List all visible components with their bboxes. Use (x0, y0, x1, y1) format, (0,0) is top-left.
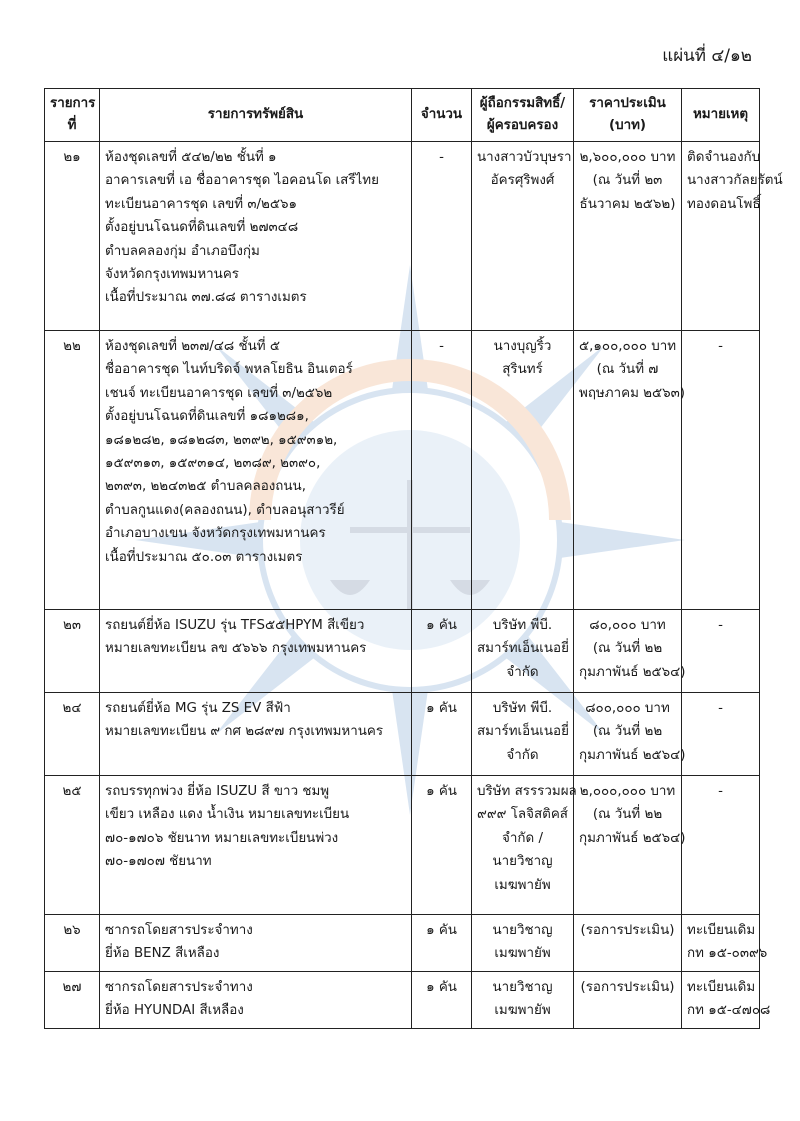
cell-owner-line: นางสาวบัวบุษรา (477, 150, 572, 165)
table-row (45, 142, 760, 331)
cell-quantity: ๑ คัน (412, 915, 472, 972)
cell-appraisal-price-line: ๒,๐๐๐,๐๐๐ บาท (579, 784, 676, 799)
cell-remarks-line: ทะเบียนเดิม (687, 980, 756, 995)
cell-owner-line: สุรินทร์ (502, 362, 543, 378)
cell-owner-line: บริษัท พีบี. (492, 618, 553, 633)
cell-asset-description-line: รถยนต์ยี่ห้อ MG รุ่น ZS EV สีฟ้า (105, 701, 291, 716)
cell-asset-description (100, 142, 412, 331)
cell-appraisal-price-line: (รอการประเมิน) (580, 980, 675, 995)
cell-asset-description-line: จังหวัดกรุงเทพมหานคร (105, 267, 239, 283)
cell-asset-description-line: ๗๐-๑๗๐๖ ชัยนาท หมายเลขทะเบียนพ่วง (105, 830, 339, 846)
cell-appraisal-price (574, 972, 682, 1029)
cell-owner (472, 915, 574, 972)
cell-remarks (682, 776, 760, 915)
cell-asset-description (100, 972, 412, 1029)
cell-remarks-line: - (718, 339, 723, 354)
cell-asset-description-line: ห้องชุดเลขที่ ๕๔๒/๒๒ ชั้นที่ ๑ (105, 150, 277, 165)
cell-asset-description-line: ซากรถโดยสารประจำทาง (105, 923, 253, 938)
cell-asset-description-line: ๑๕๙๓๑๓, ๑๕๙๓๑๔, ๒๓๘๙, ๒๓๙๐, (105, 456, 321, 472)
cell-asset-description-line: หมายเลขทะเบียน ๙ กศ ๒๘๙๗ กรุงเทพมหานคร (105, 724, 384, 740)
cell-asset-description-line: ชื่ออาคารชุด ไนท์บริดจ์ พหลโยธิน อินเตอร์ (105, 362, 353, 378)
cell-asset-description-line: หมายเลขทะเบียน ลข ๕๖๖๖ กรุงเทพมหานคร (105, 641, 367, 657)
cell-asset-description-line: ทะเบียนอาคารชุด เลขที่ ๓/๒๕๖๑ (105, 196, 298, 212)
cell-owner-line: จำกัด (506, 664, 539, 680)
cell-asset-description-line: ยี่ห้อ BENZ สีเหลือง (105, 946, 220, 962)
cell-asset-description-line: รถยนต์ยี่ห้อ ISUZU รุ่น TFS๕๕HPYM สีเขียว (105, 618, 365, 633)
cell-item-number: ๒๖ (45, 915, 100, 972)
cell-remarks-line: - (718, 618, 723, 633)
cell-item-number: ๒๒ (45, 331, 100, 610)
cell-owner (472, 972, 574, 1029)
cell-asset-description-line: ๗๐-๑๗๐๗ ชัยนาท (105, 854, 212, 870)
cell-owner (472, 331, 574, 610)
cell-appraisal-price-line: ๒,๖๐๐,๐๐๐ บาท (579, 150, 676, 165)
cell-asset-description (100, 693, 412, 776)
cell-owner (472, 610, 574, 693)
cell-item-number: ๒๕ (45, 776, 100, 915)
cell-asset-description-line: เขียว เหลือง แดง น้ำเงิน หมายเลขทะเบียน (105, 807, 350, 823)
cell-asset-description-line: ๑๘๑๒๘๒, ๑๘๑๒๘๓, ๒๓๙๒, ๑๕๙๓๑๒, (105, 432, 338, 448)
cell-remarks (682, 972, 771, 1029)
cell-appraisal-price-line: กุมภาพันธ์ ๒๕๖๔) (579, 664, 686, 680)
cell-asset-description-line: ตั้งอยู่บนโฉนดที่ดินเลขที่ ๑๘๑๒๘๑, (105, 409, 309, 425)
cell-asset-description-line: ยี่ห้อ HYUNDAI สีเหลือง (105, 1003, 244, 1019)
cell-appraisal-price-line: ๕,๑๐๐,๐๐๐ บาท (579, 339, 677, 354)
cell-asset-description-line: เนื้อที่ประมาณ ๓๗.๘๘ ตารางเมตร (105, 290, 307, 306)
cell-appraisal-price-line: พฤษภาคม ๒๕๖๓) (579, 385, 685, 401)
cell-remarks-line: นางสาวกัลยรัตน์ (687, 173, 783, 189)
cell-appraisal-price-line: ๘๐,๐๐๐ บาท (589, 618, 666, 633)
cell-appraisal-price (574, 331, 685, 610)
cell-appraisal-price (574, 610, 686, 693)
cell-asset-description-line: ห้องชุดเลขที่ ๒๓๗/๔๘ ชั้นที่ ๕ (105, 339, 280, 354)
cell-owner-line: เมฆพายัพ (494, 946, 551, 962)
cell-owner-line: อัครศุริพงศ์ (490, 173, 555, 189)
cell-asset-description-line: ซากรถโดยสารประจำทาง (105, 980, 253, 995)
cell-owner (472, 776, 577, 915)
cell-item-number: ๒๓ (45, 610, 100, 693)
cell-item-number: ๒๑ (45, 142, 100, 331)
header-remarks: หมายเหตุ (682, 89, 760, 142)
cell-appraisal-price (574, 776, 686, 915)
cell-item-number: ๒๗ (45, 972, 100, 1029)
cell-asset-description (100, 915, 412, 972)
cell-owner-line: นายวิชาญ (492, 923, 553, 938)
cell-appraisal-price (574, 142, 682, 331)
cell-owner-line: ๙๙๙ โลจิสติคส์ (477, 807, 568, 823)
cell-quantity: ๑ คัน (412, 776, 472, 915)
cell-asset-description-line: อำเภอบางเขน จังหวัดกรุงเทพมหานคร (105, 526, 326, 542)
cell-appraisal-price-line: กุมภาพันธ์ ๒๕๖๔) (579, 830, 686, 846)
cell-remarks (682, 693, 760, 776)
table-row (45, 331, 760, 610)
cell-remarks-line: - (718, 701, 723, 716)
header-quantity: จำนวน (412, 89, 472, 142)
cell-remarks (682, 331, 760, 610)
header-item-number: รายการ ที่ (45, 89, 100, 142)
cell-owner-line: เมฆพายัพ (494, 877, 551, 893)
cell-owner (472, 142, 574, 331)
cell-asset-description-line: ๒๓๙๓, ๒๒๔๓๒๕ ตำบลคลองถนน, (105, 479, 306, 495)
cell-asset-description (100, 331, 412, 610)
cell-asset-description-line: รถบรรทุกพ่วง ยี่ห้อ ISUZU สี ขาว ชมพู (105, 784, 330, 799)
cell-remarks-line: ทะเบียนเดิม (687, 923, 756, 938)
cell-owner-line: บริษัท สรรรวมผล (477, 784, 577, 799)
table-row (45, 972, 760, 1029)
cell-remarks-line: กท ๑๕-๐๓๙๖ (687, 946, 768, 962)
cell-appraisal-price (574, 915, 682, 972)
cell-item-number: ๒๔ (45, 693, 100, 776)
table-row (45, 915, 760, 972)
cell-appraisal-price-line: (ณ วันที่ ๒๒ (592, 641, 663, 657)
cell-remarks (682, 142, 783, 331)
cell-asset-description-line: ตั้งอยู่บนโฉนดที่ดินเลขที่ ๒๗๓๔๘ (105, 220, 299, 236)
page-number: แผ่นที่ ๔/๑๒ (662, 46, 752, 66)
cell-quantity: ๑ คัน (412, 972, 472, 1029)
cell-appraisal-price-line: ๘๐๐,๐๐๐ บาท (585, 701, 670, 716)
cell-remarks-line: - (718, 784, 723, 799)
table-row (45, 693, 760, 776)
cell-appraisal-price-line: (ณ วันที่ ๒๒ (592, 724, 663, 740)
cell-asset-description-line: อาคารเลขที่ เอ ชื่ออาคารชุด ไอคอนโด เสรีไทย (105, 173, 379, 189)
cell-appraisal-price-line: (ณ วันที่ ๗ (596, 362, 659, 378)
table-row (45, 776, 760, 915)
cell-asset-description-line: ตำบลกูนแดง(คลองถนน), ตำบลอนุสาวรีย์ (105, 502, 345, 518)
cell-asset-description-line: เนื้อที่ประมาณ ๕๐.๐๓ ตารางเมตร (105, 549, 303, 565)
cell-asset-description-line: เชนจ์ ทะเบียนอาคารชุด เลขที่ ๓/๒๕๖๒ (105, 385, 333, 401)
cell-owner-line: นายวิชาญ (492, 980, 553, 995)
cell-owner-line: บริษัท พีบี. (492, 701, 553, 716)
asset-table (44, 88, 783, 1029)
cell-appraisal-price-line: (รอการประเมิน) (580, 923, 675, 938)
header-asset-list: รายการทรัพย์สิน (100, 89, 412, 142)
cell-appraisal-price-line: (ณ วันที่ ๒๒ (592, 807, 663, 823)
cell-owner-line: จำกัด / (502, 830, 543, 846)
cell-owner-line: สมาร์ทเอ็นเนอยี่ (477, 724, 569, 740)
cell-appraisal-price-line: ธันวาคม ๒๕๖๒) (579, 196, 676, 212)
cell-remarks (682, 915, 768, 972)
header-owner: ผู้ถือกรรมสิทธิ์/ ผู้ครอบครอง (472, 89, 574, 142)
cell-owner-line: สมาร์ทเอ็นเนอยี่ (477, 641, 569, 657)
cell-owner-line: เมฆพายัพ (494, 1003, 551, 1019)
cell-remarks-line: ติดจำนองกับ (687, 150, 761, 165)
cell-quantity: ๑ คัน (412, 693, 472, 776)
cell-quantity: ๑ คัน (412, 610, 472, 693)
cell-appraisal-price-line: กุมภาพันธ์ ๒๕๖๔) (579, 747, 686, 763)
header-appraisal: ราคาประเมิน (บาท) (574, 89, 682, 142)
cell-appraisal-price (574, 693, 686, 776)
cell-quantity: - (412, 331, 472, 610)
cell-owner-line: จำกัด (506, 747, 539, 763)
cell-asset-description-line: ตำบลคลองกุ่ม อำเภอบึงกุ่ม (105, 243, 260, 259)
cell-remarks-line: ทองดอนโพธิ์ (687, 196, 761, 212)
table-row (45, 610, 760, 693)
cell-quantity: - (412, 142, 472, 331)
cell-owner-line: นางบุญริ้ว (493, 339, 552, 354)
cell-remarks-line: กท ๑๕-๔๗๐๘ (687, 1003, 771, 1019)
table-header-row (45, 89, 760, 142)
cell-owner-line: นายวิชาญ (492, 854, 553, 870)
cell-remarks (682, 610, 760, 693)
cell-appraisal-price-line: (ณ วันที่ ๒๓ (592, 173, 663, 189)
cell-asset-description (100, 776, 412, 915)
cell-asset-description (100, 610, 412, 693)
cell-owner (472, 693, 574, 776)
